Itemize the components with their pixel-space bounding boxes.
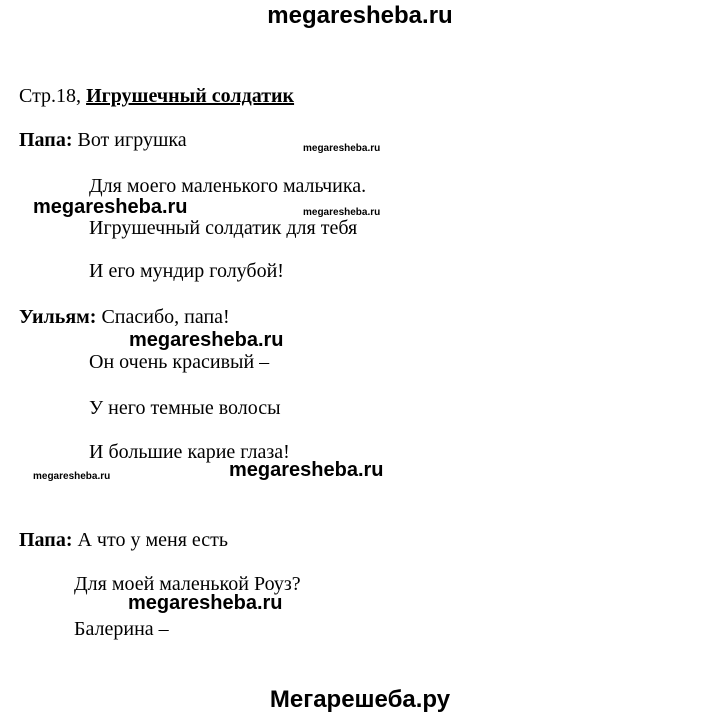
watermark: megaresheba.ru [33, 471, 111, 482]
watermark: megaresheba.ru [303, 143, 381, 154]
site-header: megaresheba.ru [267, 2, 453, 29]
watermark: megaresheba.ru [33, 196, 188, 218]
dialogue-line: Игрушечный солдатик для тебя [89, 217, 358, 239]
dialogue-line: И большие карие глаза! [89, 441, 290, 463]
dialogue-line: Балерина – [74, 618, 169, 640]
watermark: megaresheba.ru [303, 207, 381, 218]
watermark: megaresheba.ru [229, 459, 384, 481]
dialogue-line: И его мундир голубой! [89, 260, 284, 282]
watermark: megaresheba.ru [129, 329, 284, 351]
page-number: Стр.18, [19, 85, 82, 107]
dialogue-line: Для моей маленькой Роуз? [74, 573, 301, 595]
dialogue-line: У него темные волосы [89, 397, 281, 419]
line-text: Спасибо, папа! [101, 306, 230, 328]
dialogue-line: Для моего маленького мальчика. [89, 175, 367, 197]
dialogue-line [19, 305, 230, 329]
dialogue-line [19, 528, 228, 552]
dialogue-line: Он очень красивый – [89, 351, 270, 373]
page-heading [19, 84, 294, 108]
speaker-label: Уильям: [19, 306, 97, 328]
line-text: Вот игрушка [77, 129, 187, 151]
line-text: А что у меня есть [77, 529, 229, 551]
watermark: megaresheba.ru [128, 592, 283, 614]
speaker-label: Папа: [19, 129, 73, 151]
dialogue-line [19, 128, 187, 152]
poem-title: Игрушечный солдатик [86, 85, 295, 107]
speaker-label: Папа: [19, 529, 73, 551]
site-footer: Мегарешеба.ру [269, 686, 451, 713]
